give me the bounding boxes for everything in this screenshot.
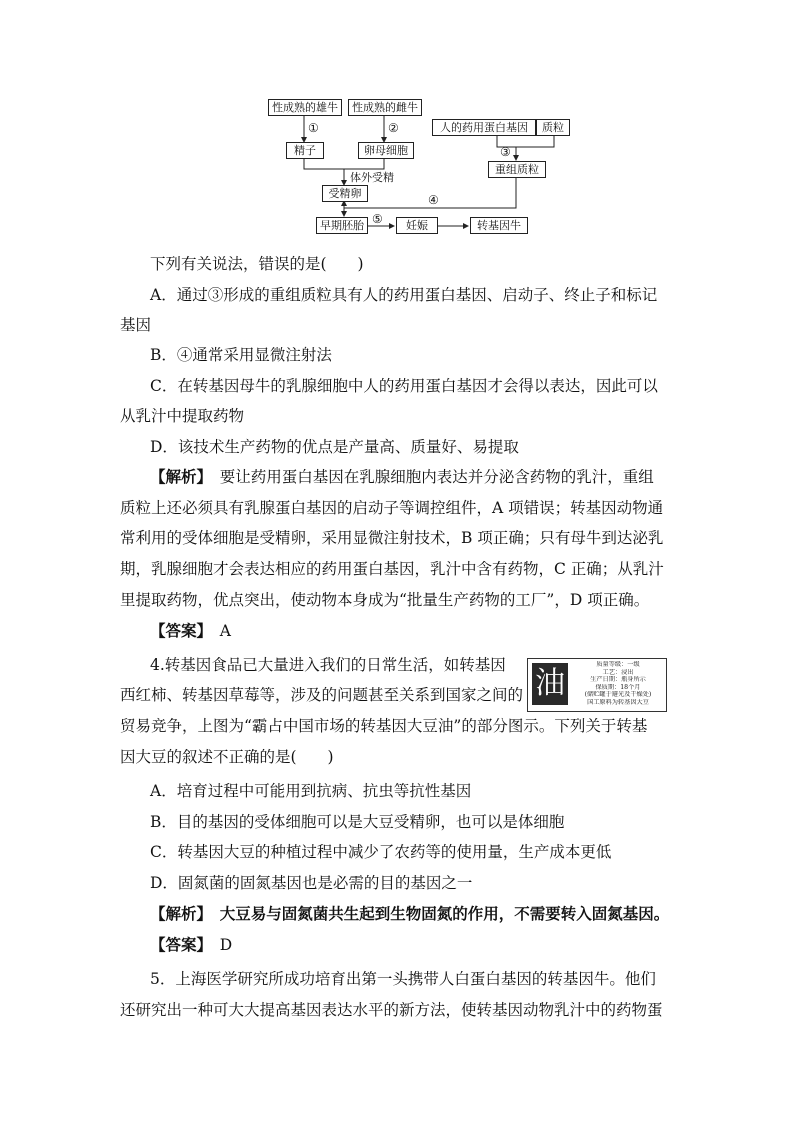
oil-label-line-3: 生产日期：瓶身所示 — [590, 676, 646, 684]
q3-option-a: A．通过③形成的重组质粒具有人的药用蛋白基因、启动子、终止子和标记 — [150, 286, 658, 304]
q3-analysis-line-3: 常利用的受体细胞是受精卵，采用显微注射技术，B 项正确；只有母牛到达泌乳 — [120, 529, 664, 547]
q3-option-c: C．在转基因母牛的乳腺细胞中人的药用蛋白基因才会得以表达，因此可以 — [150, 377, 658, 395]
q4-stem-line-1: 4.转基因食品已大量进入我们的日常生活，如转基因 — [150, 656, 506, 674]
q4-analysis-text: 大豆易与固氮菌共生起到生物固氮的作用，不需要转入固氮基因。 — [204, 904, 670, 923]
oil-label-line-6: 国工原料为转基因大豆 — [587, 698, 649, 706]
q3-option-b: B．④通常采用显微注射法 — [150, 346, 332, 364]
q3-analysis-line-1 — [150, 466, 654, 488]
q3-answer: A — [204, 622, 231, 640]
box-plasmid: 质粒 — [536, 119, 570, 136]
q4-analysis-line — [150, 903, 669, 925]
box-egg-cell: 卵母细胞 — [358, 142, 414, 159]
q4-stem-line-4: 因大豆的叙述不正确的是( ) — [120, 748, 334, 766]
box-human-gene: 人的药用蛋白基因 — [432, 119, 536, 136]
soybean-oil-label-image — [527, 658, 667, 712]
box-female-cattle: 性成熟的雌牛 — [348, 99, 422, 116]
q4-stem-line-3: 贸易竞争，上图为“霸占中国市场的转基因大豆油”的部分图示。下列关于转基 — [120, 717, 648, 735]
q4-answer-tag: 【答案】 — [150, 935, 205, 954]
step-4-label: ④ — [428, 193, 439, 207]
q3-analysis-text-1: 要让药用蛋白基因在乳腺细胞内表达并分泌含药物的乳汁，重组 — [204, 468, 654, 486]
q3-stem: 下列有关说法，错误的是( ) — [150, 255, 364, 273]
step-5-label: ⑤ — [372, 212, 383, 226]
box-transgenic-cattle: 转基因牛 — [470, 217, 528, 234]
box-early-embryo: 早期胚胎 — [316, 217, 368, 234]
q4-option-d: D．固氮菌的固氮基因也是必需的目的基因之一 — [150, 874, 473, 892]
q3-analysis-line-2: 质粒上还必须具有乳腺蛋白基因的启动子等调控组件，A 项错误；转基因动物通 — [120, 499, 664, 517]
q4-answer-line — [150, 934, 232, 956]
box-sperm: 精子 — [286, 142, 324, 159]
oil-label-info — [572, 661, 664, 707]
box-recombinant-plasmid: 重组质粒 — [488, 161, 546, 178]
q5-stem-line-2: 还研究出一种可大大提高基因表达水平的新方法，使转基因动物乳汁中的药物蛋 — [120, 1001, 663, 1019]
step-2-label: ② — [388, 121, 399, 135]
q4-analysis-tag: 【解析】 — [150, 904, 205, 923]
q3-analysis-line-4: 期，乳腺细胞才会表达相应的药用蛋白基因，乳汁中含有药物，C 正确；从乳汁 — [120, 560, 664, 578]
box-male-cattle: 性成熟的雄牛 — [268, 99, 342, 116]
label-ivf: 体外受精 — [350, 171, 394, 184]
q3-answer-tag: 【答案】 — [150, 621, 205, 640]
oil-label-line-5: (储贮罐于避光及干燥处) — [584, 691, 652, 699]
q4-option-a: A．培育过程中可能用到抗病、抗虫等抗性基因 — [150, 782, 472, 800]
q4-answer: D — [204, 936, 233, 954]
q3-analysis-tag: 【解析】 — [150, 467, 205, 486]
q3-option-c-cont: 从乳汁中提取药物 — [120, 407, 245, 425]
q3-answer-line — [150, 620, 231, 642]
flow-diagram — [262, 94, 582, 240]
q3-analysis-line-5: 里提取药物，优点突出，使动物本身成为“批量生产药物的工厂”，D 项正确。 — [120, 591, 650, 609]
box-pregnancy: 妊娠 — [396, 217, 438, 234]
q4-option-b: B．目的基因的受体细胞可以是大豆受精卵，也可以是体细胞 — [150, 813, 565, 831]
step-1-label: ① — [308, 121, 319, 135]
q3-option-d: D．该技术生产药物的优点是产量高、质量好、易提取 — [150, 438, 519, 456]
oil-label-line-2: 工艺：浸出 — [602, 668, 634, 676]
q4-option-c: C．转基因大豆的种植过程中减少了农药等的使用量，生产成本更低 — [150, 843, 612, 861]
box-zygote: 受精卵 — [322, 185, 368, 202]
step-3-label: ③ — [500, 145, 511, 159]
oil-label-line-1: 质量等级：一级 — [596, 661, 640, 668]
oil-character: 油 — [532, 663, 568, 705]
q3-option-a-cont: 基因 — [120, 316, 152, 334]
oil-label-line-4: 保质期：18个月 — [595, 683, 641, 691]
q5-stem-line-1: 5．上海医学研究所成功培育出第一头携带人白蛋白基因的转基因牛。他们 — [150, 970, 656, 988]
q4-stem-line-2: 西红柿、转基因草莓等，涉及的问题甚至关系到国家之间的 — [120, 686, 524, 704]
